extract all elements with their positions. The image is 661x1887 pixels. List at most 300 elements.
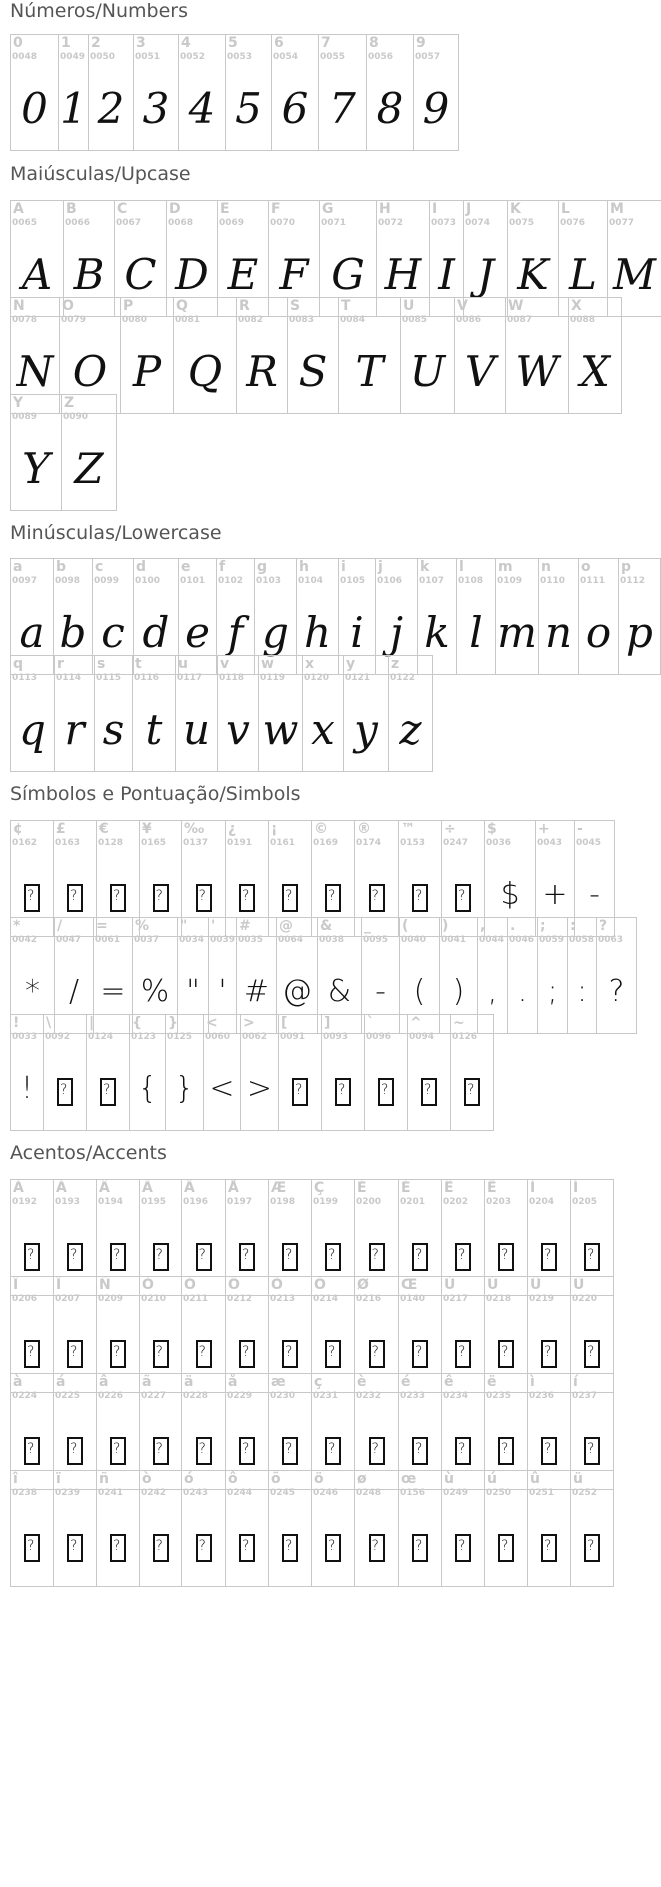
- character-label: Í: [573, 1180, 579, 1196]
- character-label: e: [181, 559, 191, 575]
- character-code: 0227: [141, 1391, 167, 1401]
- character-code: 0047: [56, 935, 82, 945]
- glyph-sample: o: [585, 608, 612, 657]
- character-label: @: [279, 918, 293, 934]
- character-label: b: [56, 559, 67, 575]
- character-code: 0085: [402, 315, 428, 325]
- missing-glyph-icon: [11, 1321, 53, 1381]
- character-label: ^: [410, 1015, 422, 1031]
- character-code: 0225: [55, 1391, 81, 1401]
- character-code: 0101: [180, 576, 206, 586]
- missing-glyph-icon: [87, 1059, 129, 1119]
- character-label: _: [364, 918, 371, 934]
- character-label: 8: [369, 35, 379, 51]
- character-code: 0056: [368, 52, 394, 62]
- character-label: p: [621, 559, 632, 575]
- character-label: L: [561, 201, 570, 217]
- glyph-sample: 2: [97, 84, 125, 133]
- character-label: C: [117, 201, 128, 217]
- character-label: u: [178, 656, 188, 672]
- glyph-sample: x: [311, 705, 335, 754]
- character-label: [: [281, 1015, 288, 1031]
- character-label: 0: [13, 35, 23, 51]
- missing-glyph-icon: [54, 1515, 96, 1575]
- character-code: 0093: [323, 1032, 349, 1042]
- character-label: ò: [142, 1471, 152, 1487]
- glyph-sample: :: [576, 974, 588, 1009]
- missing-glyph-icon: [528, 1321, 570, 1381]
- character-code: 0070: [270, 218, 296, 228]
- character-label: ¢: [13, 821, 23, 837]
- character-label: Ì: [530, 1180, 536, 1196]
- character-code: 0121: [345, 673, 371, 683]
- character-code: 0220: [572, 1294, 598, 1304]
- character-label: 6: [274, 35, 284, 51]
- character-label: Â: [99, 1180, 110, 1196]
- glyph-sample: j: [389, 608, 404, 657]
- character-label: ]: [324, 1015, 331, 1031]
- glyph-cell: [96, 1470, 140, 1587]
- glyph-cell: [302, 655, 344, 772]
- glyph-cell: [225, 34, 272, 151]
- character-code: 0228: [183, 1391, 209, 1401]
- glyph-cell: [58, 34, 89, 151]
- glyph-sample: ): [452, 974, 465, 1009]
- glyph-sample: F: [279, 250, 309, 299]
- glyph-sample: <: [209, 1071, 235, 1106]
- character-label: T: [341, 298, 351, 314]
- character-code: 0210: [141, 1294, 167, 1304]
- character-code: 0192: [12, 1197, 38, 1207]
- missing-glyph-icon: [399, 865, 441, 925]
- character-label: ): [442, 918, 449, 934]
- missing-glyph-icon: [182, 1515, 225, 1575]
- glyph-sample: #: [243, 974, 270, 1009]
- character-code: 0234: [443, 1391, 469, 1401]
- glyph-sample: d: [142, 608, 170, 657]
- character-code: 0248: [356, 1488, 382, 1498]
- missing-glyph-icon: [279, 1059, 321, 1119]
- glyph-sample: A: [21, 250, 53, 299]
- missing-glyph-icon: [442, 1224, 484, 1284]
- character-code: 0230: [270, 1391, 296, 1401]
- character-code: 0090: [63, 412, 89, 422]
- character-code: 0072: [378, 218, 404, 228]
- character-code: 0074: [465, 218, 491, 228]
- character-code: 0251: [529, 1488, 555, 1498]
- character-code: 0099: [94, 576, 120, 586]
- glyph-sample: I: [438, 250, 455, 299]
- glyph-sample: C: [124, 250, 157, 299]
- character-code: 0096: [366, 1032, 392, 1042]
- missing-glyph-icon: [442, 1418, 484, 1478]
- glyph-cell: [484, 1470, 528, 1587]
- glyph-cell: [10, 34, 59, 151]
- glyph-cell: [354, 1470, 399, 1587]
- character-code: 0102: [218, 576, 244, 586]
- glyph-cell: [507, 917, 538, 1034]
- glyph-sample: 8: [376, 84, 404, 133]
- glyph-cell: [61, 394, 117, 511]
- character-label: Ô: [228, 1277, 240, 1293]
- character-code: 0237: [572, 1391, 598, 1401]
- missing-glyph-icon: [528, 1418, 570, 1478]
- glyph-cell: [278, 1014, 322, 1131]
- character-code: 0211: [183, 1294, 209, 1304]
- character-label: S: [290, 298, 301, 314]
- character-code: 0059: [539, 935, 565, 945]
- character-code: 0241: [98, 1488, 124, 1498]
- character-code: 0035: [238, 935, 264, 945]
- character-label: d: [136, 559, 147, 575]
- glyph-cell: [441, 1470, 485, 1587]
- glyph-cell: [268, 1470, 312, 1587]
- glyph-sample: !: [20, 1071, 34, 1106]
- missing-glyph-icon: [571, 1418, 613, 1478]
- character-label: 5: [228, 35, 238, 51]
- character-label: ù: [444, 1471, 454, 1487]
- glyph-cell: [236, 297, 288, 414]
- character-label: l: [459, 559, 464, 575]
- glyph-cell: [596, 917, 637, 1034]
- glyph-cell: [343, 655, 389, 772]
- character-label: ü: [573, 1471, 583, 1487]
- missing-glyph-icon: [442, 865, 484, 925]
- character-code: 0214: [313, 1294, 339, 1304]
- character-label: 1: [61, 35, 71, 51]
- missing-glyph-icon: [140, 1418, 181, 1478]
- missing-glyph-icon: [97, 865, 139, 925]
- character-label: á: [56, 1374, 66, 1390]
- glyph-row: [10, 394, 117, 511]
- character-code: 0137: [183, 838, 209, 848]
- character-label: +: [538, 821, 550, 837]
- character-code: 0165: [141, 838, 167, 848]
- missing-glyph-icon: [97, 1515, 139, 1575]
- character-code: 0204: [529, 1197, 555, 1207]
- character-label: ™: [401, 821, 415, 837]
- character-code: 0105: [340, 576, 366, 586]
- character-label: å: [228, 1374, 238, 1390]
- character-label: Z: [64, 395, 75, 411]
- character-code: 0232: [356, 1391, 382, 1401]
- character-code: 0128: [98, 838, 124, 848]
- character-code: 0106: [377, 576, 403, 586]
- missing-glyph-icon: [399, 1321, 441, 1381]
- character-label: õ: [271, 1471, 281, 1487]
- glyph-sample: f: [227, 608, 244, 657]
- glyph-cell: [165, 1014, 204, 1131]
- character-code: 0201: [400, 1197, 426, 1207]
- missing-glyph-icon: [355, 1418, 398, 1478]
- glyph-cell: [54, 655, 95, 772]
- glyph-sample: u: [182, 705, 211, 754]
- glyph-sample: V: [464, 347, 496, 396]
- character-code: 0124: [88, 1032, 114, 1042]
- character-code: 0094: [409, 1032, 435, 1042]
- missing-glyph-icon: [44, 1059, 86, 1119]
- character-label: :: [570, 918, 576, 934]
- character-code: 0242: [141, 1488, 167, 1498]
- glyph-sample: %: [140, 974, 170, 1009]
- character-label: €: [99, 821, 109, 837]
- glyph-cell: [217, 655, 259, 772]
- missing-glyph-icon: [355, 1515, 398, 1575]
- missing-glyph-icon: [571, 1224, 613, 1284]
- missing-glyph-icon: [269, 1321, 311, 1381]
- character-label: O: [62, 298, 74, 314]
- character-label: Ê: [444, 1180, 454, 1196]
- character-label: N: [13, 298, 25, 314]
- glyph-sample: y: [354, 705, 378, 754]
- glyph-sample: {: [137, 1071, 158, 1106]
- character-label: k: [420, 559, 430, 575]
- missing-glyph-icon: [140, 865, 181, 925]
- character-label: È: [357, 1180, 367, 1196]
- glyph-sample: D: [175, 250, 209, 299]
- character-code: 0194: [98, 1197, 124, 1207]
- missing-glyph-icon: [226, 865, 268, 925]
- character-label: é: [401, 1374, 411, 1390]
- missing-glyph-icon: [226, 1224, 268, 1284]
- glyph-sample: /: [68, 974, 80, 1009]
- glyph-cell: [10, 1014, 44, 1131]
- glyph-cell: [538, 558, 579, 675]
- character-code: 0040: [401, 935, 427, 945]
- glyph-cell: [364, 1014, 408, 1131]
- character-code: 0077: [609, 218, 635, 228]
- glyph-cell: [258, 655, 303, 772]
- missing-glyph-icon: [226, 1321, 268, 1381]
- glyph-sample: =: [100, 974, 126, 1009]
- character-label: \: [46, 1015, 52, 1031]
- character-label: Ö: [314, 1277, 326, 1293]
- glyph-cell: [86, 1014, 130, 1131]
- character-label: v: [220, 656, 230, 672]
- character-label: ö: [314, 1471, 324, 1487]
- glyph-cell: [388, 655, 433, 772]
- character-label: Ò: [142, 1277, 154, 1293]
- character-label: (: [402, 918, 409, 934]
- missing-glyph-icon: [11, 1418, 53, 1478]
- glyph-sample: 9: [422, 84, 450, 133]
- character-code: 0193: [55, 1197, 81, 1207]
- glyph-sample: r: [64, 705, 85, 754]
- character-code: 0207: [55, 1294, 81, 1304]
- character-label: Y: [13, 395, 24, 411]
- glyph-sample: ?: [608, 974, 625, 1009]
- missing-glyph-icon: [399, 1515, 441, 1575]
- glyph-sample: ;: [547, 974, 558, 1009]
- glyph-sample: W: [515, 347, 559, 396]
- glyph-sample: 3: [142, 84, 170, 133]
- character-code: 0082: [238, 315, 264, 325]
- character-label: Æ: [271, 1180, 287, 1196]
- missing-glyph-icon: [182, 1224, 225, 1284]
- character-label: ô: [228, 1471, 238, 1487]
- character-code: 0110: [540, 576, 566, 586]
- character-code: 0250: [486, 1488, 512, 1498]
- glyph-cell: [618, 558, 661, 675]
- missing-glyph-icon: [11, 1515, 53, 1575]
- character-code: 0071: [321, 218, 347, 228]
- character-label: Œ: [401, 1277, 418, 1293]
- character-code: 0076: [560, 218, 586, 228]
- glyph-sample: 4: [188, 84, 216, 133]
- character-code: 0191: [227, 838, 253, 848]
- character-code: 0108: [458, 576, 484, 586]
- character-code: 0195: [141, 1197, 167, 1207]
- character-label: À: [13, 1180, 24, 1196]
- character-code: 0111: [580, 576, 606, 586]
- character-code: 0235: [486, 1391, 512, 1401]
- character-label: 9: [416, 35, 426, 51]
- character-label: Ø: [357, 1277, 369, 1293]
- glyph-sample: K: [517, 250, 549, 299]
- glyph-cell: [398, 1470, 442, 1587]
- character-label: ;: [540, 918, 546, 934]
- glyph-sample: m: [497, 608, 537, 657]
- glyph-sample: l: [469, 608, 483, 657]
- character-label: `: [367, 1015, 374, 1031]
- character-code: 0224: [12, 1391, 38, 1401]
- character-code: 0218: [486, 1294, 512, 1304]
- missing-glyph-icon: [54, 1321, 96, 1381]
- character-label: I: [432, 201, 438, 217]
- character-label: â: [99, 1374, 109, 1390]
- character-code: 0116: [134, 673, 160, 683]
- character-label: ç: [314, 1374, 323, 1390]
- missing-glyph-icon: [399, 1224, 441, 1284]
- missing-glyph-icon: [322, 1059, 364, 1119]
- glyph-sample: >: [246, 1071, 273, 1106]
- character-code: 0049: [60, 52, 86, 62]
- character-code: 0063: [598, 935, 624, 945]
- character-code: 0120: [304, 673, 330, 683]
- character-label: .: [510, 918, 516, 934]
- glyph-sample: e: [185, 608, 210, 657]
- character-label: œ: [401, 1471, 417, 1487]
- character-label: ~: [453, 1015, 465, 1031]
- glyph-sample: 6: [281, 84, 309, 133]
- character-code: 0226: [98, 1391, 124, 1401]
- missing-glyph-icon: [312, 1224, 354, 1284]
- character-label: A: [13, 201, 24, 217]
- glyph-sample: T: [355, 347, 384, 396]
- character-code: 0245: [270, 1488, 296, 1498]
- character-label: Ä: [184, 1180, 195, 1196]
- character-label: Ú: [487, 1277, 499, 1293]
- character-code: 0068: [168, 218, 194, 228]
- glyph-cell: [287, 297, 339, 414]
- glyph-sample: a: [19, 608, 45, 657]
- character-code: 0053: [227, 52, 253, 62]
- character-code: 0126: [452, 1032, 478, 1042]
- character-label: t: [135, 656, 142, 672]
- character-label: P: [123, 298, 134, 314]
- glyph-sample: p: [626, 608, 653, 657]
- character-label: ¡: [271, 821, 278, 837]
- character-label: s: [97, 656, 106, 672]
- character-code: 0080: [122, 315, 148, 325]
- character-label: ¿: [228, 821, 237, 837]
- character-code: 0065: [12, 218, 38, 228]
- character-code: 0084: [340, 315, 366, 325]
- character-code: 0075: [509, 218, 535, 228]
- character-code: 0095: [363, 935, 389, 945]
- section-title: Maiúsculas/Upcase: [10, 163, 191, 185]
- character-label: H: [379, 201, 391, 217]
- character-label: q: [13, 656, 24, 672]
- glyph-cell: [366, 34, 414, 151]
- character-label: ‰: [184, 821, 205, 837]
- missing-glyph-icon: [269, 865, 311, 925]
- glyph-cell: [568, 297, 622, 414]
- character-label: ,: [480, 918, 486, 934]
- glyph-sample: ': [218, 974, 227, 1009]
- character-code: 0086: [456, 315, 482, 325]
- missing-glyph-icon: [408, 1059, 450, 1119]
- character-label: j: [378, 559, 383, 575]
- character-label: U: [403, 298, 415, 314]
- missing-glyph-icon: [571, 1321, 613, 1381]
- section-title: Acentos/Accents: [10, 1142, 167, 1164]
- character-code: 0081: [175, 315, 201, 325]
- character-label: #: [239, 918, 251, 934]
- missing-glyph-icon: [355, 1321, 398, 1381]
- missing-glyph-icon: [182, 865, 225, 925]
- missing-glyph-icon: [312, 1515, 354, 1575]
- character-label: Ë: [487, 1180, 497, 1196]
- glyph-cell: [570, 1470, 614, 1587]
- character-label: 7: [321, 35, 331, 51]
- character-code: 0041: [441, 935, 467, 945]
- missing-glyph-icon: [442, 1321, 484, 1381]
- character-code: 0206: [12, 1294, 38, 1304]
- character-label: x: [305, 656, 315, 672]
- character-code: 0089: [12, 412, 38, 422]
- character-label: æ: [271, 1374, 286, 1390]
- character-code: 0046: [509, 935, 535, 945]
- character-label: m: [498, 559, 513, 575]
- character-code: 0119: [260, 673, 286, 683]
- character-label: D: [169, 201, 181, 217]
- glyph-sample: }: [174, 1071, 195, 1106]
- missing-glyph-icon: [140, 1321, 181, 1381]
- character-code: 0066: [65, 218, 91, 228]
- missing-glyph-icon: [528, 1224, 570, 1284]
- missing-glyph-icon: [54, 865, 96, 925]
- missing-glyph-icon: [269, 1515, 311, 1575]
- glyph-cell: [505, 297, 569, 414]
- character-code: 0203: [486, 1197, 512, 1207]
- character-label: G: [322, 201, 334, 217]
- missing-glyph-icon: [451, 1059, 493, 1119]
- glyph-sample: X: [580, 347, 610, 396]
- character-code: 0233: [400, 1391, 426, 1401]
- glyph-sample: N: [16, 347, 54, 396]
- glyph-cell: [495, 558, 539, 675]
- glyph-cell: [225, 1470, 269, 1587]
- missing-glyph-icon: [312, 1418, 354, 1478]
- character-label: ?: [599, 918, 608, 934]
- character-label: %: [135, 918, 150, 934]
- missing-glyph-icon: [97, 1224, 139, 1284]
- character-label: Á: [56, 1180, 67, 1196]
- glyph-cell: [178, 34, 226, 151]
- glyph-cell: [175, 655, 218, 772]
- missing-glyph-icon: [269, 1224, 311, 1284]
